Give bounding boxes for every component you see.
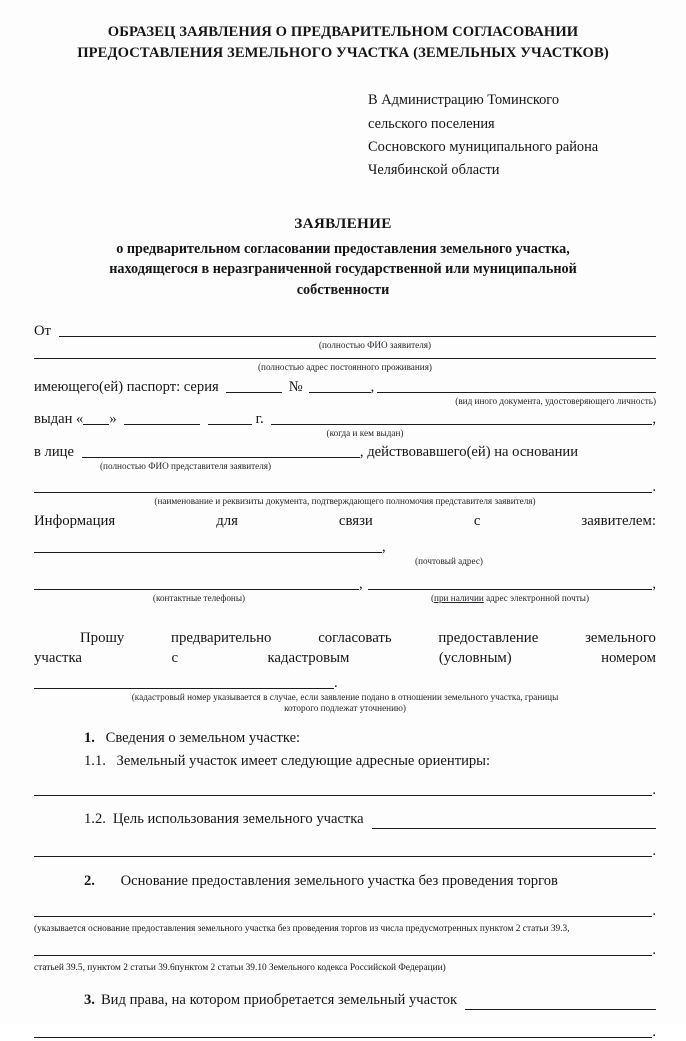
other-document-field[interactable] — [377, 392, 656, 393]
representative-tail: , действовавшего(ей) на основании — [359, 443, 579, 460]
section-1-1 — [34, 750, 656, 773]
passport-comma: , — [370, 378, 375, 395]
section-2-caption-line-2: статьей 39.5, пунктом 2 статьи 39.6пунктом 2 статьи 39.10 Земельного кодекса Российской Федерации) — [34, 963, 446, 974]
request-word-10: номером — [601, 649, 656, 666]
section-1-1-text: Земельный участок имеет следующие адресные ориентиры: — [116, 752, 491, 769]
right-type-field-2[interactable] — [34, 1037, 652, 1038]
applicant-address-caption: (полностью адрес постоянного проживания) — [257, 362, 432, 373]
section-2-basis-field[interactable] — [34, 916, 652, 917]
representative-doc-field[interactable] — [34, 492, 652, 493]
postal-address-caption: (почтовый адрес) — [415, 555, 483, 566]
passport-row — [34, 379, 656, 396]
representative-doc-row — [34, 479, 656, 496]
issued-year-label: г. — [255, 411, 264, 428]
email-comma: , — [652, 576, 656, 593]
issued-month-field[interactable] — [124, 424, 200, 425]
section-1-2-number: 1.2. — [84, 811, 106, 828]
section-1-text: Сведения о земельном участке: — [105, 729, 301, 746]
section-2-number: 2. — [84, 872, 95, 889]
section-2-period: . — [652, 902, 656, 919]
email-field[interactable] — [368, 589, 653, 590]
phones-email-row — [34, 576, 656, 593]
addressee-line-4: Челябинской области — [368, 162, 500, 179]
issued-caption: (когда и кем выдан) — [326, 428, 404, 439]
purpose-of-use-field-2[interactable] — [34, 856, 652, 857]
applicant-name-row — [34, 323, 656, 340]
section-3-period: . — [652, 1023, 656, 1040]
section-1-number: 1. — [84, 729, 95, 746]
request-word-5: земельного — [585, 629, 656, 646]
applicant-address-field[interactable] — [34, 358, 656, 359]
request-word-6: участка — [34, 649, 82, 666]
applicant-name-field[interactable] — [59, 336, 656, 337]
request-word-4: предоставление — [438, 629, 539, 646]
section-2 — [34, 870, 656, 893]
passport-label: имеющего(ей) паспорт: серия — [34, 378, 219, 395]
representative-doc-caption: (наименование и реквизиты документа, подтверждающего полномочия представителя заявителя) — [154, 496, 536, 507]
issued-by-field[interactable] — [271, 424, 653, 425]
issued-quote-close: » — [109, 411, 117, 428]
section-3-field-row-2 — [34, 1024, 656, 1041]
section-3-number: 3. — [84, 992, 95, 1009]
form-body — [0, 323, 686, 1041]
request-line-1 — [34, 630, 656, 647]
section-1-2 — [34, 808, 656, 831]
address-landmarks-field[interactable] — [34, 795, 652, 796]
cadastral-number-field[interactable] — [34, 688, 334, 689]
section-1 — [34, 727, 656, 750]
purpose-of-use-period: . — [652, 842, 656, 859]
representative-name-caption: (полностью ФИО представителя заявителя) — [100, 460, 272, 471]
section-2-caption-period: . — [652, 942, 656, 959]
cadastral-caption-line-1: (кадастровый номер указывается в случае, если заявление подано в отношении земельного участка, границы — [131, 691, 559, 702]
section-1-1-number: 1.1. — [84, 752, 106, 769]
section-3 — [34, 989, 656, 1012]
section-2-text: Основание предоставления земельного участка без проведения торгов — [120, 872, 558, 889]
statement-title-block — [0, 215, 686, 301]
address-landmarks-period: . — [652, 782, 656, 799]
contact-heading-word-4: с — [473, 512, 481, 529]
email-caption — [364, 593, 656, 605]
issued-row — [34, 411, 656, 428]
passport-number-field[interactable] — [309, 392, 371, 393]
document-header — [0, 0, 686, 63]
issued-label: выдан « — [34, 411, 84, 428]
contact-heading-word-1: Информация — [34, 512, 116, 529]
statement-subtitle — [54, 239, 632, 301]
request-word-1: Прошу — [80, 629, 125, 646]
purpose-of-use-field[interactable] — [372, 828, 656, 829]
other-document-caption: (вид иного документа, удостоверяющего личность) — [455, 395, 656, 406]
statement-subtitle-line-1: о предварительном согласовании предоставления земельного участка, — [116, 240, 570, 257]
phones-email-captions — [34, 593, 656, 605]
issued-year-field[interactable] — [208, 424, 252, 425]
section-2-field-row — [34, 903, 656, 920]
issued-comma: , — [652, 411, 656, 428]
section-2-basis-field-2[interactable] — [34, 955, 652, 956]
postal-address-field[interactable] — [34, 552, 382, 553]
addressee-line-3: Сосновского муниципального района — [368, 139, 599, 156]
applicant-name-caption: (полностью ФИО заявителя) — [318, 339, 432, 350]
email-caption-rest: адрес электронной почты) — [483, 593, 590, 604]
header-title-line-2: ПРЕДОСТАВЛЕНИЯ ЗЕМЕЛЬНОГО УЧАСТКА (ЗЕМЕЛЬНЫХ УЧАСТКОВ) — [77, 44, 609, 61]
representative-doc-period: . — [652, 479, 656, 496]
contact-heading-word-3: связи — [338, 512, 373, 529]
representative-label: в лице — [34, 443, 74, 460]
cadastral-number-period: . — [334, 674, 338, 691]
right-type-field[interactable] — [465, 1009, 656, 1010]
section-2-field-row-2 — [34, 942, 656, 959]
request-word-7: с — [171, 649, 179, 666]
issued-day-field[interactable] — [83, 424, 109, 425]
contact-heading-word-2: для — [216, 512, 238, 529]
postal-address-comma: , — [382, 538, 386, 555]
addressee-line-1: В Администрацию Томинского — [368, 92, 560, 109]
cadastral-caption-line-2: которого подлежат уточнению) — [284, 703, 406, 714]
addressee-block — [0, 89, 686, 182]
email-caption-open: ( — [430, 593, 435, 604]
phones-comma: , — [359, 576, 363, 593]
request-line-2 — [34, 650, 656, 667]
contact-heading-word-5: заявителем: — [581, 512, 656, 529]
from-label: От — [34, 322, 51, 339]
header-title-line-1: ОБРАЗЕЦ ЗАЯВЛЕНИЯ О ПРЕДВАРИТЕЛЬНОМ СОГЛАСОВАНИИ — [107, 24, 579, 40]
request-word-8: кадастровым — [267, 649, 350, 666]
phones-caption: (контактные телефоны) — [152, 593, 246, 604]
purpose-of-use-row-2 — [34, 843, 656, 860]
request-word-2: предварительно — [171, 629, 272, 646]
section-2-caption-line-1: (указывается основание предоставления земельного участка без проведения торгов из числа предусмотренных пунктом 2 статьи 39.3, — [34, 923, 570, 934]
phones-field[interactable] — [34, 589, 359, 590]
representative-name-field[interactable] — [82, 457, 360, 458]
passport-series-field[interactable] — [226, 392, 282, 393]
address-landmarks-row — [34, 782, 656, 799]
page-title: ЗАЯВЛЕНИЕ — [294, 214, 392, 232]
statement-subtitle-line-2: находящегося в неразграниченной государственной или муниципальной — [109, 261, 577, 278]
request-word-9: (условным) — [438, 649, 512, 666]
cadastral-number-row — [34, 675, 656, 692]
statement-subtitle-line-3: собственности — [296, 281, 390, 298]
representative-row — [34, 444, 656, 461]
addressee-line-2: сельского поселения — [368, 115, 495, 132]
postal-address-row — [34, 539, 656, 556]
contact-heading — [34, 513, 656, 530]
request-word-3: согласовать — [318, 629, 392, 646]
section-1-2-text: Цель использования земельного участка — [112, 811, 364, 828]
email-caption-underlined: при наличии — [434, 593, 484, 604]
section-3-text: Вид права, на котором приобретается земельный участок — [100, 992, 458, 1009]
number-sign: № — [288, 378, 303, 395]
